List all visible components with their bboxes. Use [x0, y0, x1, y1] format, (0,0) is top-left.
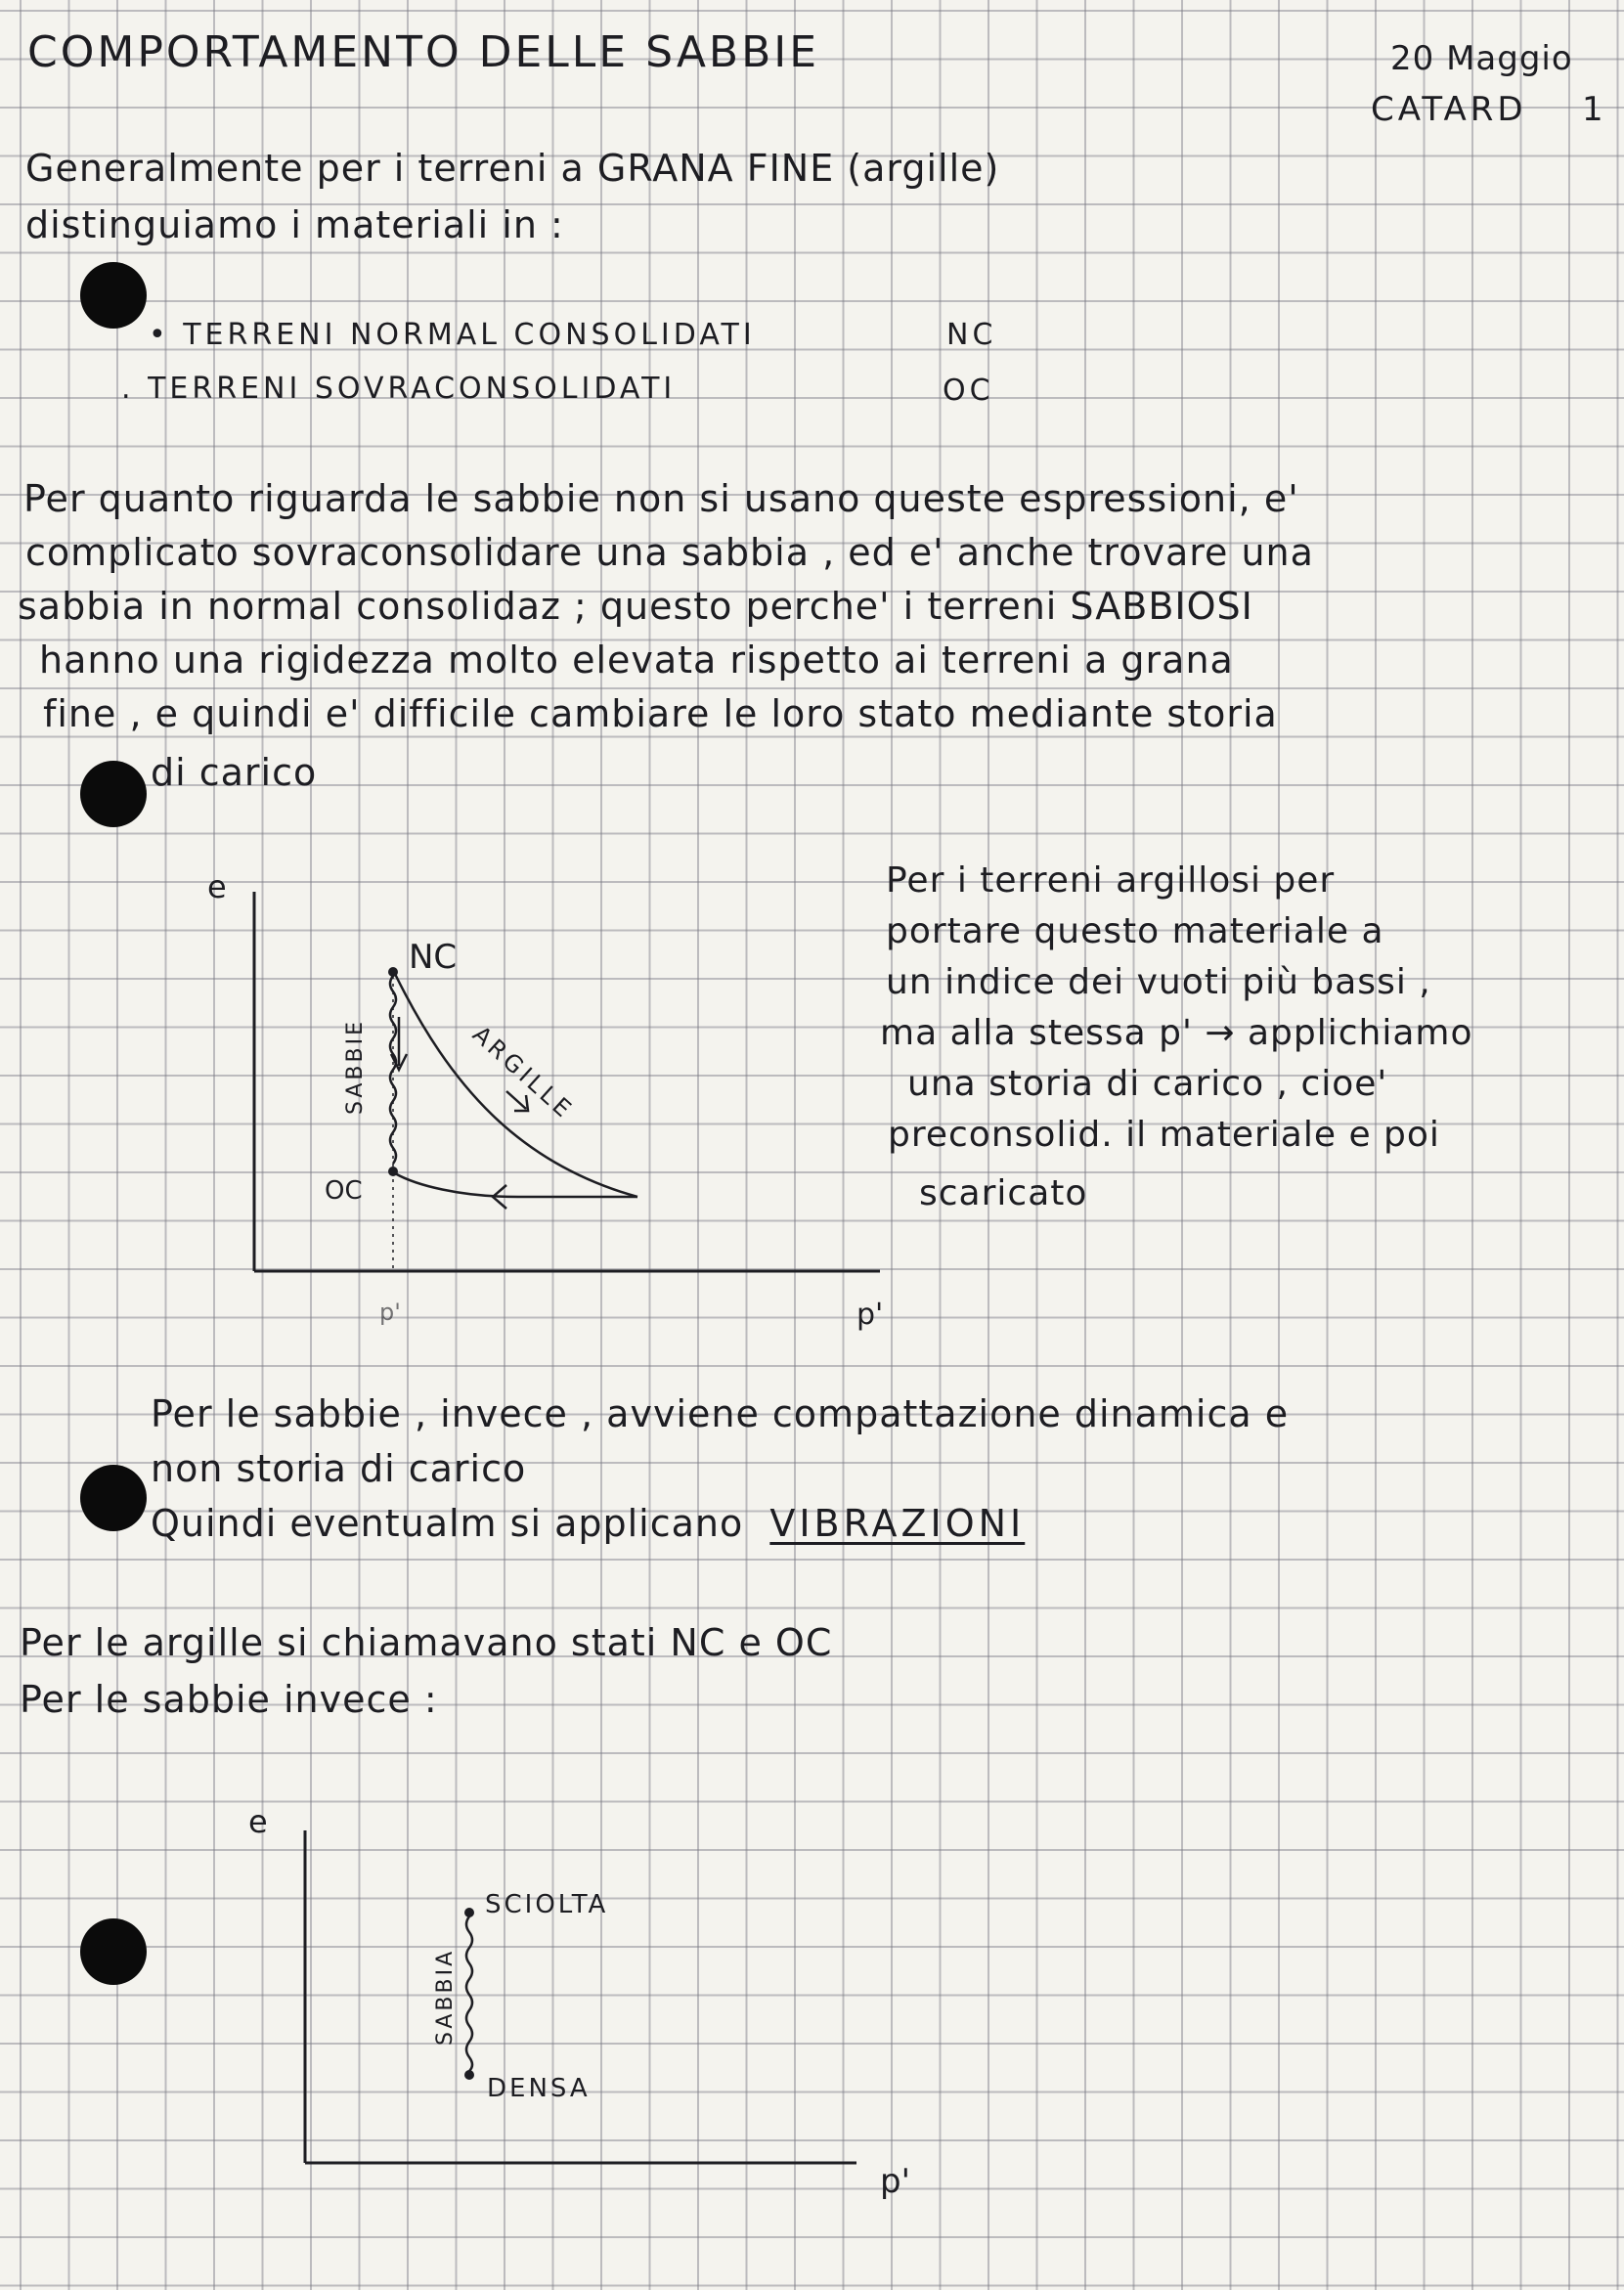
intro-line-2: distinguiamo i materiali in : [25, 203, 564, 246]
para2-line-3 [151, 1502, 1025, 1545]
diagram2-label-sabbia: SABBIA [433, 1948, 458, 2046]
diagram1-x-tick-label: p' [379, 1299, 401, 1326]
para2-line-2: non storia di carico [151, 1447, 527, 1490]
diagram1-note-line-3: un indice dei vuoti più bassi , [886, 962, 1431, 1002]
diagram1-clay-curve [395, 974, 637, 1197]
diagram1-note-line-2: portare questo materiale a [886, 911, 1384, 951]
diagram-sand-states [235, 1799, 939, 2210]
diagram1-label-nc: NC [409, 938, 458, 977]
para1-line-6: di carico [151, 751, 318, 794]
para2-line-1: Per le sabbie , invece , avviene compattazione dinamica e [151, 1392, 1290, 1435]
para1-line-2: complicato sovraconsolidare una sabbia , ed e' anche trovare una [25, 531, 1314, 574]
diagram2-y-axis-label: e [248, 1803, 268, 1840]
diagram1-label-oc: OC [325, 1176, 363, 1206]
intro-line-1: Generalmente per i terreni a GRANA FINE (argille) [25, 147, 1000, 190]
diagram1-note-line-4: ma alla stessa p' → applichiamo [880, 1013, 1473, 1053]
binder-hole-1 [80, 262, 147, 329]
diagram2-x-axis-label: p' [880, 2162, 910, 2201]
para3-line-1: Per le argille si chiamavano stati NC e OC [20, 1621, 833, 1664]
diagram1-note-line-7: scaricato [919, 1173, 1088, 1213]
binder-hole-2 [80, 761, 147, 827]
para1-line-4: hanno una rigidezza molto elevata rispetto ai terreni a grana [39, 639, 1234, 682]
list-item-nc-code: NC [946, 318, 997, 352]
diagram1-label-sabbie: SABBIE [343, 1019, 368, 1115]
diagram2-point-densa [464, 2070, 474, 2080]
para2-line-3-text: Quindi eventualm si applicano [151, 1502, 744, 1545]
diagram1-note-line-5: una storia di carico , cioe' [907, 1064, 1388, 1104]
binder-hole-3 [80, 1465, 147, 1531]
diagram1-clay-arrow [506, 1091, 528, 1111]
diagram1-note-line-6: preconsolid. il materiale e poi [888, 1115, 1440, 1155]
page-title: COMPORTAMENTO DELLE SABBIE [27, 27, 820, 77]
page-number: 1 [1582, 90, 1604, 129]
diagram1-sand-wavy-line [390, 976, 396, 1164]
diagram2-sand-wavy-line [466, 1916, 472, 2071]
para1-line-3: sabbia in normal consolidaz ; questo perche' i terreni SABBIOSI [18, 585, 1253, 628]
binder-hole-4 [80, 1918, 147, 1985]
diagram1-x-axis-label: p' [856, 1298, 884, 1332]
diagram1-y-axis-label: e [207, 868, 227, 905]
diagram1-label-argille: ARGILLE [466, 1020, 580, 1125]
para3-line-2: Per le sabbie invece : [20, 1678, 438, 1721]
author-note: CATARD [1371, 90, 1527, 129]
para1-line-1: Per quanto riguarda le sabbie non si usano queste espressioni, e' [23, 477, 1299, 520]
list-item-oc-label: . TERRENI SOVRACONSOLIDATI [121, 372, 677, 406]
diagram-nc-oc [196, 870, 900, 1340]
diagram2-label-densa: DENSA [487, 2074, 591, 2103]
list-item-oc-code: OC [943, 374, 994, 408]
date-note: 20 Maggio [1390, 39, 1573, 78]
list-item-nc-label: • TERRENI NORMAL CONSOLIDATI [149, 318, 756, 352]
diagram1-note-line-1: Per i terreni argillosi per [886, 860, 1336, 901]
para1-line-5: fine , e quindi e' difficile cambiare le loro stato mediante storia [43, 692, 1278, 735]
diagram2-point-sciolta [464, 1908, 474, 1917]
para2-keyword-vibrazioni: VIBRAZIONI [769, 1502, 1026, 1545]
diagram2-label-sciolta: SCIOLTA [485, 1890, 609, 1919]
